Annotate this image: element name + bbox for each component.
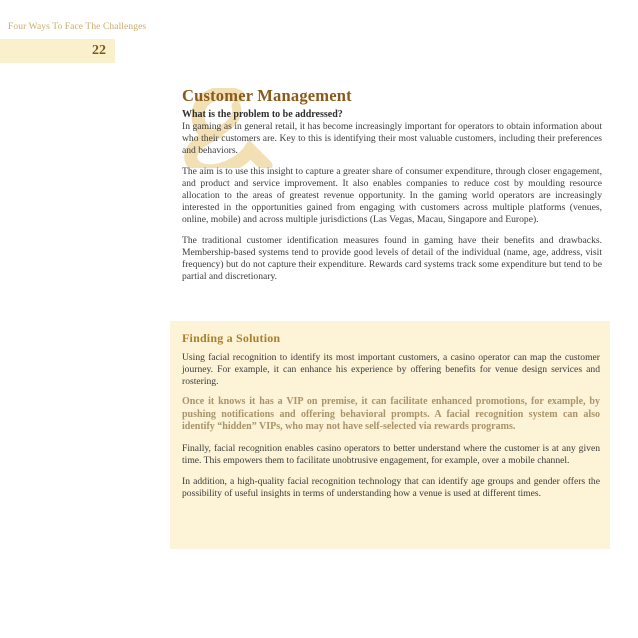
page-number: 22 (92, 43, 106, 58)
section-title: Customer Management (182, 86, 352, 105)
body-paragraph: In gaming as in general retail, it has become increasingly important for operators to obtain information about who their customers are. Key to this is identifying their most valuable customers, including their preferences and behaviors. (182, 121, 602, 157)
page-number-tab (0, 39, 115, 63)
body-paragraph: The aim is to use this insight to capture a greater share of consumer expenditure, through closer engagement, and product and service improvement. It also enables companies to reduce cost by moulding resource allocation to the areas of greatest revenue opportunity. In the gaming world operators are increasingly interested in the opportunities gained from engaging with customers across multiple platforms (venues, online, mobile) and across multiple jurisdictions (Las Vegas, Macau, Singapore and Europe). (182, 165, 602, 226)
panel-paragraph: In addition, a high-quality facial recognition technology that can identify age groups and gender offers the possibility of useful insights in terms of understanding how a venue is used at different times. (182, 475, 600, 500)
running-header: Four Ways To Face The Challenges (8, 22, 147, 32)
panel-paragraph: Using facial recognition to identify its most important customers, a casino operator can map the customer journey. For example, it can enhance his experience by offering benefits for venue design services and rostering. (182, 352, 600, 388)
panel-paragraph: Finally, facial recognition enables casino operators to better understand where the customer is at any given time. This empowers them to facilitate unobtrusive engagement, for example, over a mobile channel. (182, 442, 600, 466)
body-paragraph: The traditional customer identification measures found in gaming have their benefits and drawbacks. Membership-based systems tend to provide good levels of detail of the individual (name, age, address, visit frequency) but do not capture their expenditure. Rewards card systems track some expenditure but tend to be partial and discretionary. (182, 234, 602, 283)
section-subheading: What is the problem to be addressed? (182, 109, 343, 120)
panel-title: Finding a Solution (182, 331, 281, 345)
highlight-callout: Once it knows it has a VIP on premise, it can facilitate enhanced promotions, for example, by pushing notifications and offering behavioral prompts. A facial recognition system can also identify “hidden” VIPs, who may not have self-selected via rewards programs. (182, 396, 600, 433)
solution-panel (170, 321, 610, 549)
customer-management-section (182, 86, 602, 283)
